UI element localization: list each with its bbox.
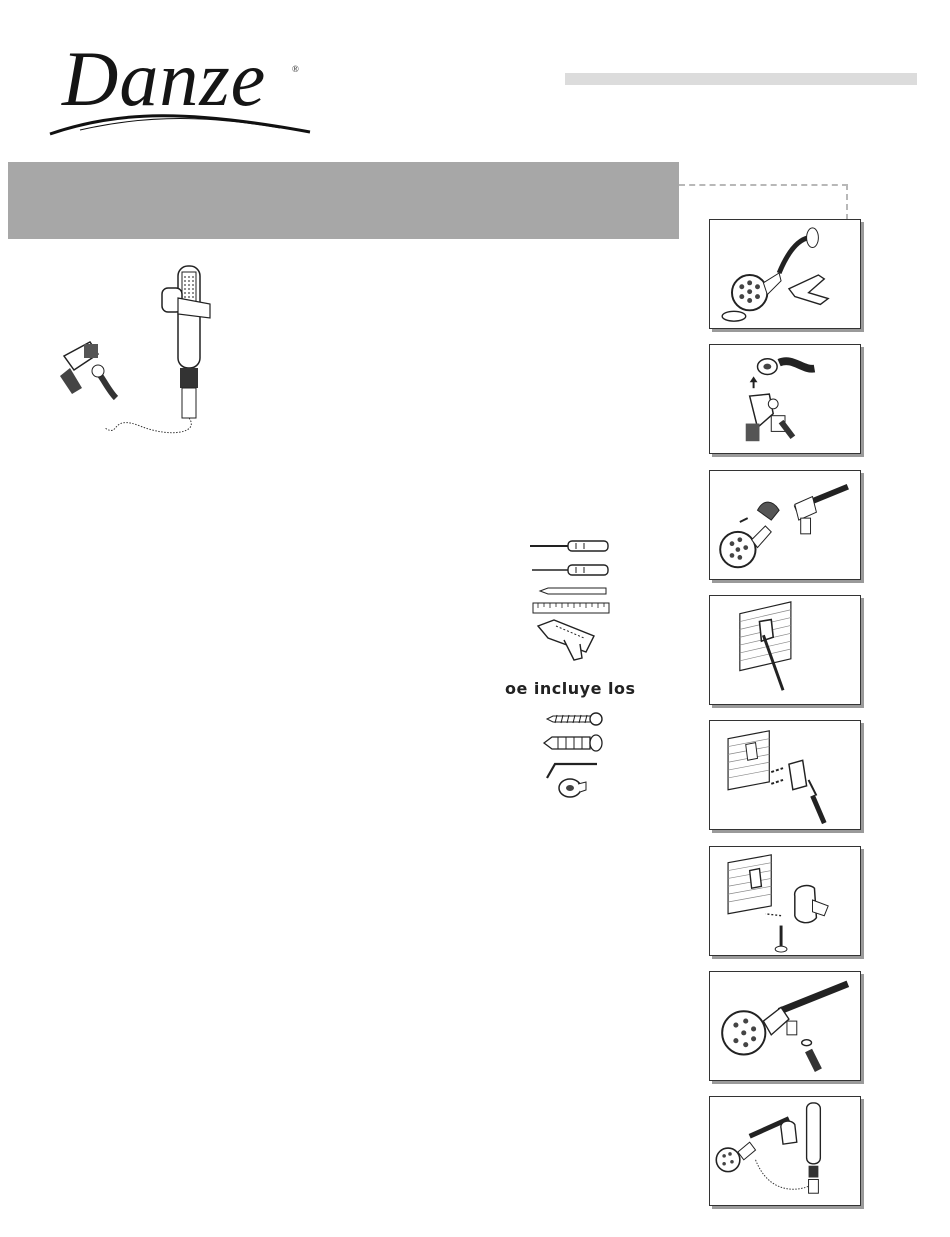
wall-anchor-icon (542, 734, 604, 752)
ruler-icon (532, 602, 610, 614)
registered-mark: ® (292, 64, 299, 74)
brand-logo (40, 35, 320, 140)
flat-screwdriver-icon (528, 562, 610, 578)
step-3-panel (709, 470, 861, 580)
remove-showerhead-icon (710, 220, 860, 328)
attach-handshower-icon (710, 1097, 860, 1205)
step-6-panel (709, 846, 861, 956)
screw-icon (545, 712, 603, 726)
logo-swoosh-icon (40, 80, 320, 140)
dashed-connector (679, 184, 848, 220)
install-diverter-icon (710, 471, 860, 579)
step-5-panel (709, 720, 861, 830)
step-2-panel (709, 344, 861, 454)
mark-wall-icon (710, 596, 860, 704)
step-7-panel (709, 971, 861, 1081)
drill-icon (534, 616, 600, 662)
parts-not-included-note: oe incluye los (505, 679, 636, 698)
mount-holder-icon (710, 847, 860, 955)
thread-tape-icon (556, 776, 588, 800)
pencil-icon (538, 586, 610, 596)
phillips-screwdriver-icon (528, 538, 610, 554)
step-1-panel (709, 219, 861, 329)
step-8-panel (709, 1096, 861, 1206)
header-rule (565, 73, 917, 85)
brand-name: Danze (62, 35, 267, 122)
step-4-panel (709, 595, 861, 705)
thread-tape-step-icon (710, 345, 860, 453)
connect-hose-icon (710, 972, 860, 1080)
title-banner (8, 162, 679, 239)
install-anchors-icon (710, 721, 860, 829)
product-illustration-icon (50, 258, 230, 448)
